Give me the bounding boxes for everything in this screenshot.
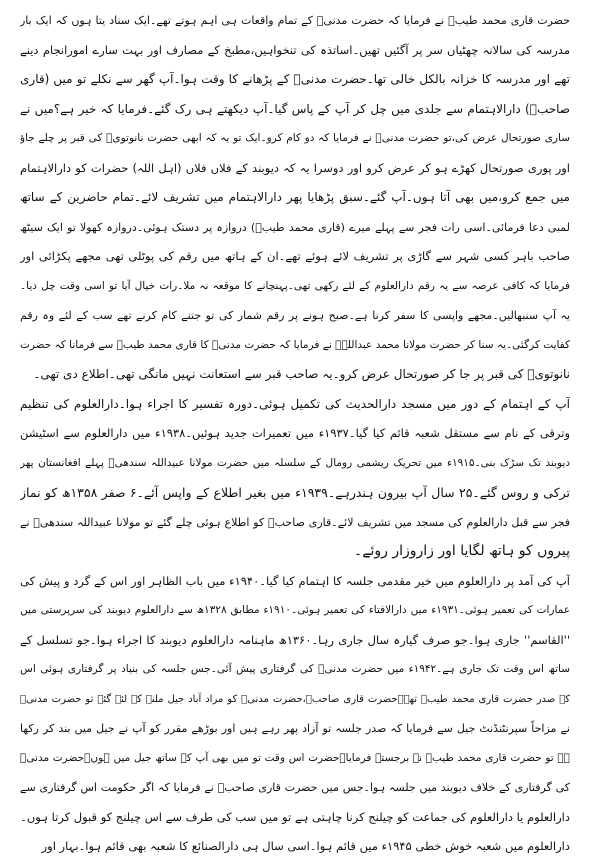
text-line: صاحبؒ) دارالاہتمام سے جلدی میں چل کر آپ کے پاس گیا۔آپ دیکھتے ہی رک گئے۔فرمایا کہ خیر ہے؟میں نے: [20, 101, 570, 116]
text-line: فجر سے قبل دارالعلوم کی مسجد میں تشریف لائے۔قاری صاحبؒ کو اطلاع ہوئی چلے گئے تو مولانا عبیداللہ سندھیؒ نے: [20, 515, 570, 529]
text-line: پیروں کو ہاتھ لگایا اور زاروزار روئے۔: [354, 543, 570, 559]
text-line: لمبی دعا فرمائی۔اسی رات فجر سے پہلے میرے (قاری محمد طیبؒ) دروازہ پر دستک ہوئی۔دروازہ کھولا تو ایک سیٹھ: [20, 220, 570, 234]
text-line: ساتھ اس وقت تک جاری ہے۔۱۹۴۲ء میں حضرت مدنیؒ کی گرفتاری پیش آئی۔جس جلسہ کی بنیاد پر گرفتاری ہوئی اس: [20, 663, 570, 675]
text-line: دارالعلوم میں شعبہ خوش خطی ۱۹۴۵ء میں قائم ہوا۔اسی سال ہی دارالصنائع کا شعبہ بھی قائم ہوا۔بہار اور: [41, 839, 570, 853]
text-line: نے مزاحاً سپرنٹنڈنٹ جیل سے فرمایا کہ صدر جلسہ تو آزاد پھر رہے ہیں اور بوڑھے مقرر کو آپ نے جیل میں بند کر رکھا: [20, 722, 570, 735]
paragraph-calligraphy-department: [20, 832, 570, 862]
paragraph-buildings-and-arrest: [20, 567, 570, 833]
text-line: آپ کے اہتمام کے دور میں مسجد دارالحدیث کی تکمیل ہوئی۔دورہ تفسیر کا اجراء ہوا۔دارالعلوم کی تنظیم: [20, 396, 570, 411]
text-line: کفایت کرگئی۔یہ سنا کر حضرت مولانا محمد عبداللہؒ نے فرمایا کہ حضرت مدنیؒ کا قاری محمد طیبؒ سے فرمانا کہ حضرت: [20, 338, 570, 351]
text-line: کے صدر حضرت قاری محمد طیبؒ تھے۔حضرت قاری صاحبؒ،حضرت مدنیؒ کو مراد آباد جیل ملنے کے لئے گئے تو حضرت مدنیؒ: [20, 693, 570, 705]
text-line: دارالعلوم یا دارالعلوم کی جماعت کو چیلنج کرنا چاہتی ہے تو میں سب کی طرف سے اس چیلنج کو قبول کرتا ہوں۔: [20, 809, 570, 824]
text-line: عمارات کی تعمیر ہوئی۔۱۹۳۱ء میں دارالافتاء کی تعمیر ہوئی۔۱۹۱۰ء مطابق ۱۳۲۸ھ سے دارالعلوم دیوبند کی سرپرستی میں: [20, 604, 570, 616]
text-line: ساری صورتحال عرض کی،تو حضرت مدنیؒ نے فرمایا کہ دو کام کرو۔ایک تو یہ کہ ابھی حضرت نانوتویؒ کی قبر پر چلے جاؤ: [20, 132, 570, 144]
text-line: نانوتویؒ کی قبر پر جا کر صورتحال عرض کرو۔یہ صاحب قبر سے استعانت نہیں مانگی تھی۔اطلاع دی تھی۔: [33, 367, 570, 381]
text-line: میں جمع کرو،میں بھی آتا ہوں۔آپ گئے۔سبق پڑھایا پھر دارالاہتمام میں تشریف لائے۔تمام حاضرین کے ساتھ: [20, 190, 570, 204]
text-line: ہے تو حضرت قاری محمد طیبؒ نے برجستہ فرمایا۔حضرت اس وقت تو میں بھی آپ کے ساتھ جیل میں ہوں۔حضرت مدنیؒ: [20, 751, 570, 764]
text-line: اور پوری صورتحال کھڑے ہو کر عرض کرو اور دوسرا یہ کہ دیوبند کے فلاں فلاں (اہل اللہ) حضرات کو دارالاہتمام: [20, 160, 570, 175]
text-line: آپ کی آمد پر دارالعلوم میں خیر مقدمی جلسہ کا اہتمام کیا گیا۔۱۹۴۰ء میں باب الظاہر اور اس کے گرد و پیش کی: [20, 573, 570, 588]
text-line: کی گرفتاری کے خلاف دیوبند میں جلسہ ہوا۔جس میں حضرت قاری صاحبؒ نے فرمایا کہ اگر حکومت اس گرفتاری سے: [20, 781, 570, 794]
text-line: ''القاسم'' جاری ہوا۔جو صرف گیارہ سال جاری رہا۔۱۳۶۰ھ ماہنامہ دارالعلوم دیوبند کا اجراء ہوا۔جو تسلسل کے: [20, 632, 570, 647]
text-line: مدرسہ کی سالانہ چھٹیاں سر پر آگئیں تھیں۔اساتذہ کی تنخواہیں،مطبخ کے مصارف اور بہت سارے امورانجام دینے: [20, 42, 570, 57]
text-line: حضرت قاری محمد طیبؒ نے فرمایا کہ حضرت مدنیؒ کے تمام واقعات ہی اہم ہوتے تھے۔ایک سناد یتا ہوں کہ ایک بار: [20, 14, 570, 27]
paragraph-qari-tayyib-story: [20, 6, 570, 390]
text-line: صاحب باہر کسی شہر سے گاڑی پر تشریف لائے ہوئے تھے۔ان کے ہاتھ میں رقم کی پوٹلی تھی مجھے پکڑائی اور: [20, 249, 570, 263]
text-line: ترکی و روس گئے۔۲۵ سال آپ بیرون ہندرہے۔۱۹۳۹ء میں بغیر اطلاع کے واپس آئے۔۶ صفر ۱۳۵۸ھ کو نماز: [20, 485, 570, 500]
text-line: وترقی کے نام سے مستقل شعبہ قائم کیا گیا۔۱۹۳۷ء میں تعمیرات جدید ہوئیں۔۱۹۳۸ء میں دارالعلوم سے اسٹیشن: [20, 426, 570, 440]
text-line: یہ آپ سنبھالیں۔مجھے واپسی کا سفر کرنا ہے۔صبح ہونے پر رقم شمار کی تو جتنے کام کرنے تھے سب کے لئے وہ رقم: [20, 309, 570, 322]
text-line: دیوبند تک سڑک بنی۔۱۹۱۵ء میں تحریک ریشمی رومال کے سلسلہ میں حضرت مولانا عبیداللہ سندھیؒ پہلے افغانستان پھر: [20, 456, 570, 469]
text-line: فرمایا کہ کافی عرصہ سے یہ رقم دارالعلوم کے لئے رکھی تھی۔پہنچانے کا موقعہ نہ ملا۔رات خیال آیا تو اسی وقت چل دیا۔: [20, 279, 570, 292]
text-line: تھے اور مدرسہ کا خزانہ بالکل خالی تھا۔حضرت مدنیؒ کے پڑھانے کا وقت ہوا۔آپ گھر سے نکلے تو میں (قاری: [20, 72, 570, 86]
paragraph-ihtimam-developments: [20, 390, 570, 567]
